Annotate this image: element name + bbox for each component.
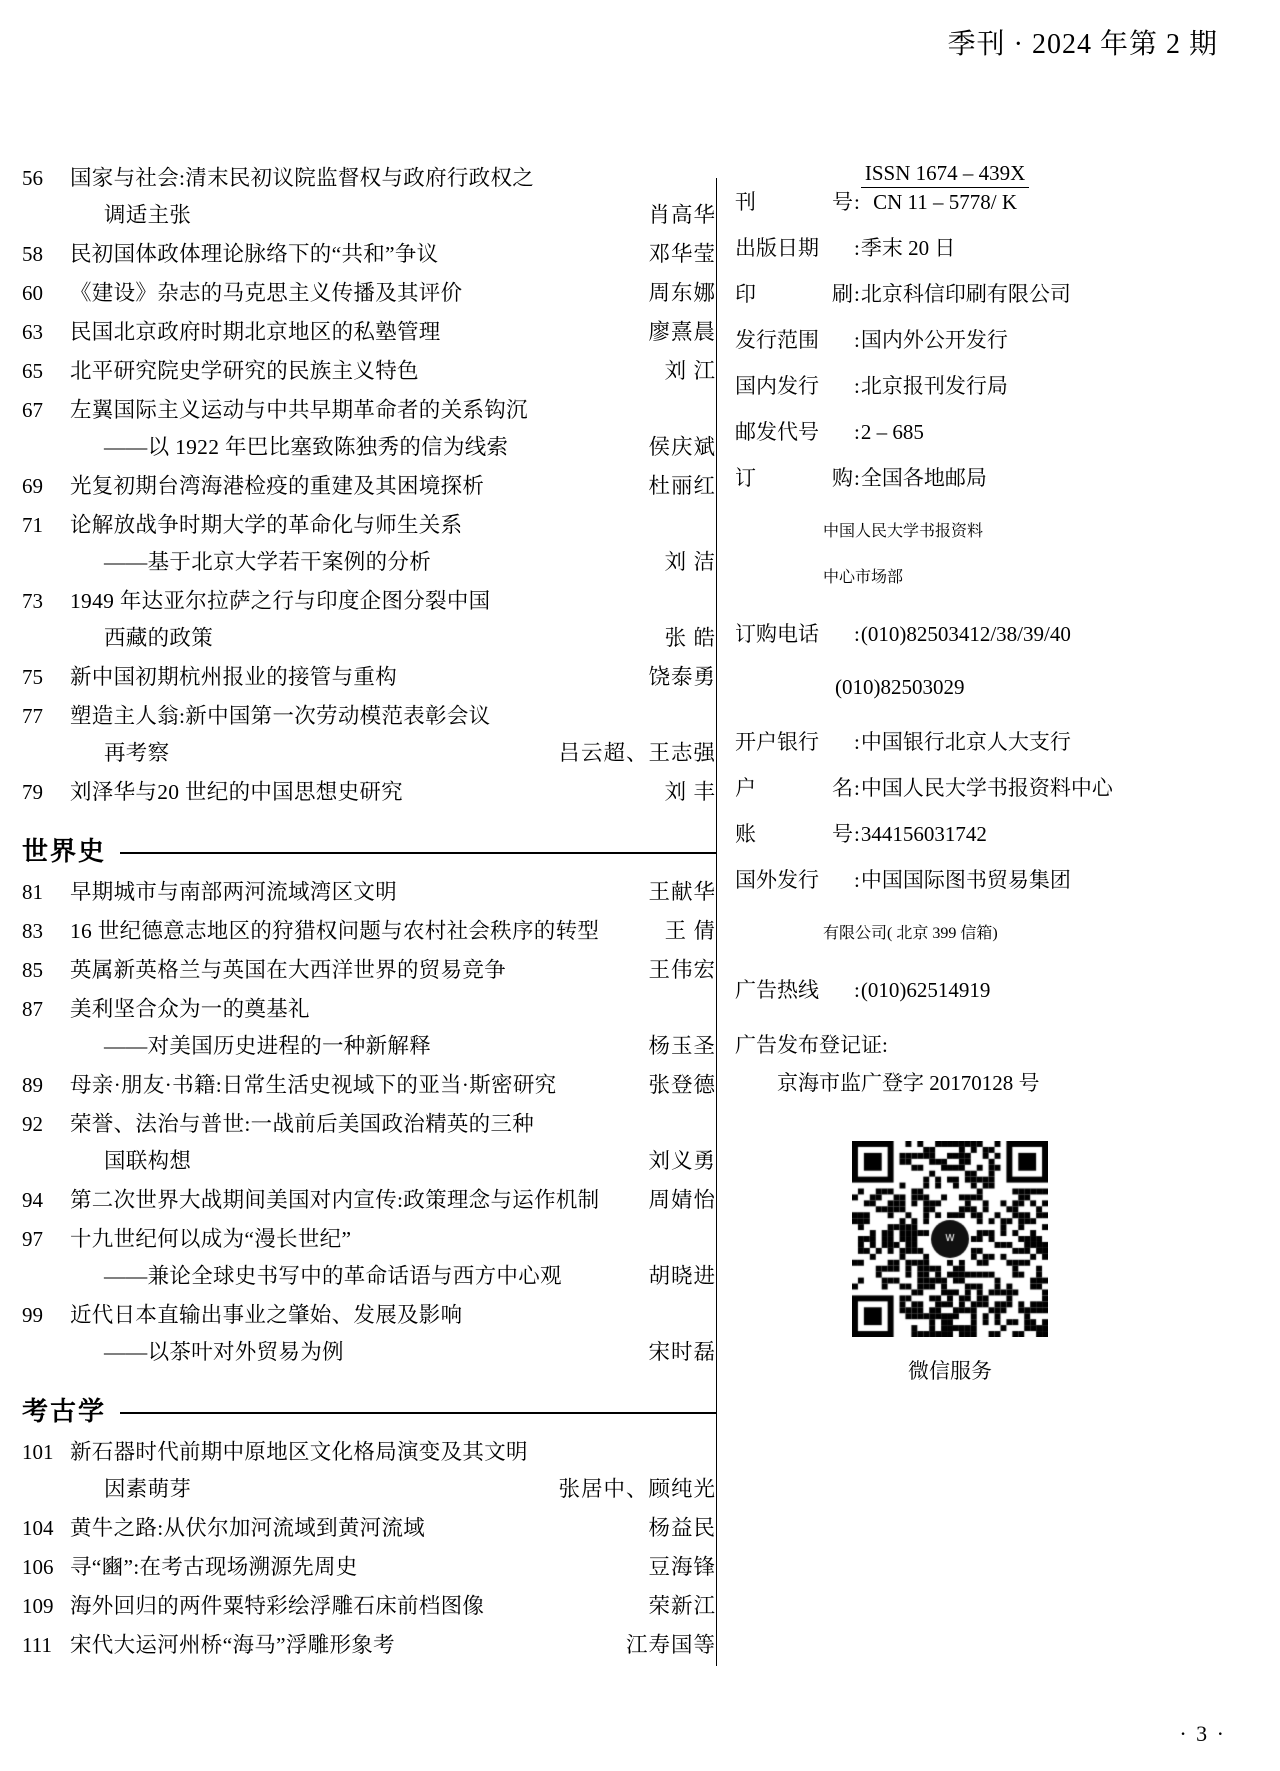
toc-page-number: 87 bbox=[22, 997, 43, 1021]
toc-title-line: 塑造主人翁:新中国第一次劳动模范表彰会议 bbox=[70, 704, 491, 728]
toc-title-subline: ——以 1922 年巴比塞致陈独秀的信为线索 bbox=[104, 435, 509, 459]
toc-title bbox=[70, 353, 419, 390]
toc-author: 廖熹晨 bbox=[648, 320, 716, 344]
toc-author: 吕云超、王志强 bbox=[558, 741, 716, 765]
toc-page-number: 101 bbox=[22, 1440, 54, 1464]
toc-title-line: 早期城市与南部两河流域湾区文明 bbox=[70, 880, 398, 904]
toc-entry[interactable] bbox=[22, 952, 716, 989]
info-colon: : bbox=[854, 466, 860, 491]
ad-license-value: 京海市监广登字 20170128 号 bbox=[777, 1071, 1040, 1096]
info-row-distribution-scope bbox=[735, 325, 1257, 355]
toc-entry[interactable] bbox=[22, 991, 716, 1065]
toc-title-line: 黄牛之路:从伏尔加河流域到黄河流域 bbox=[70, 1516, 426, 1540]
info-label-bank: 开户银行 bbox=[735, 730, 819, 755]
info-row-order-phone bbox=[735, 619, 1257, 649]
toc-author: 侯庆斌 bbox=[648, 435, 716, 459]
toc-page-number: 81 bbox=[22, 880, 43, 904]
info-colon: : bbox=[854, 236, 860, 261]
toc-page-number: 94 bbox=[22, 1188, 43, 1212]
toc-page-number: 60 bbox=[22, 281, 43, 305]
toc-column bbox=[0, 160, 716, 1666]
toc-author: 杨益民 bbox=[648, 1516, 716, 1540]
info-value-order-phone: (010)82503412/38/39/40 bbox=[860, 622, 1071, 647]
toc-title bbox=[70, 468, 484, 505]
info-value-order: 全国各地邮局 bbox=[860, 466, 987, 491]
journal-info-column bbox=[717, 160, 1257, 1385]
toc-author: 王伟宏 bbox=[648, 958, 716, 982]
toc-entry[interactable] bbox=[22, 507, 716, 581]
toc-title-subline: 再考察 bbox=[104, 741, 170, 765]
info-label-text: 刊 bbox=[735, 190, 756, 215]
toc-title-subline: 因素萌芽 bbox=[104, 1477, 192, 1501]
wechat-qr-block bbox=[735, 1141, 1165, 1385]
info-value-publish-date: 季末 20 日 bbox=[860, 236, 956, 261]
toc-title-line: 寻“豳”:在考古现场溯源先周史 bbox=[70, 1555, 358, 1579]
toc-entry[interactable] bbox=[22, 698, 716, 772]
info-value-bank: 中国银行北京人大支行 bbox=[860, 730, 1071, 755]
toc-page-number: 63 bbox=[22, 320, 43, 344]
info-value-account-number: 344156031742 bbox=[860, 822, 987, 847]
toc-entry[interactable] bbox=[22, 1297, 716, 1371]
info-row-overseas-distribution bbox=[735, 865, 1257, 895]
info-label-distribution-scope: 发行范围 bbox=[735, 328, 819, 353]
toc-title-line: 近代日本直输出事业之肇始、发展及影响 bbox=[70, 1303, 463, 1327]
section-heading-archaeology bbox=[22, 1391, 716, 1428]
overseas-line-2: 有限公司( 北京 399 信箱) bbox=[823, 925, 998, 943]
toc-title-subline: 西藏的政策 bbox=[104, 626, 214, 650]
toc-title-line: 新中国初期杭州报业的接管与重构 bbox=[70, 665, 398, 689]
info-label-ad-hotline: 广告热线 bbox=[735, 978, 819, 1003]
section-rule bbox=[120, 852, 716, 854]
toc-title-line: 《建设》杂志的马克思主义传播及其评价 bbox=[70, 281, 463, 305]
toc-entry[interactable] bbox=[22, 1549, 716, 1586]
order-phone-line-2: (010)82503029 bbox=[835, 675, 965, 700]
toc-entry[interactable] bbox=[22, 353, 716, 390]
toc-title bbox=[70, 774, 403, 811]
toc-author: 周婧怡 bbox=[648, 1188, 716, 1212]
toc-title bbox=[70, 874, 397, 911]
toc-page-number: 65 bbox=[22, 359, 43, 383]
toc-entry[interactable] bbox=[22, 583, 716, 657]
toc-entry[interactable] bbox=[22, 1434, 716, 1508]
issue-header: 季刊 · 2024 年第 2 期 bbox=[947, 29, 1218, 60]
info-colon: : bbox=[854, 328, 860, 353]
toc-author: 杨玉圣 bbox=[648, 1034, 716, 1058]
info-label-domestic-distribution: 国内发行 bbox=[735, 374, 819, 399]
toc-title-line: 英属新英格兰与英国在大西洋世界的贸易竞争 bbox=[70, 958, 507, 982]
toc-title-line: 北平研究院史学研究的民族主义特色 bbox=[70, 359, 419, 383]
toc-author: 刘 江 bbox=[664, 359, 716, 383]
info-colon: : bbox=[854, 374, 860, 399]
toc-page-number: 69 bbox=[22, 474, 43, 498]
toc-group-world bbox=[22, 874, 716, 1371]
toc-title-line: 论解放战争时期大学的革命化与师生关系 bbox=[70, 513, 463, 537]
info-label-issn bbox=[735, 187, 853, 217]
info-value-account-name: 中国人民大学书报资料中心 bbox=[860, 776, 1113, 801]
toc-title bbox=[70, 1549, 358, 1586]
toc-title bbox=[70, 1588, 484, 1625]
info-label-order bbox=[735, 463, 853, 493]
issn-number: ISSN 1674 – 439X bbox=[861, 160, 1029, 188]
toc-title-line: 刘泽华与20 世纪的中国思想史研究 bbox=[70, 780, 403, 804]
toc-page-number: 77 bbox=[22, 704, 43, 728]
toc-title bbox=[70, 275, 462, 312]
toc-page-number: 83 bbox=[22, 919, 43, 943]
toc-entry[interactable] bbox=[22, 468, 716, 505]
toc-title bbox=[70, 1510, 425, 1547]
toc-title-line: 16 世纪德意志地区的狩猎权问题与农村社会秩序的转型 bbox=[70, 919, 600, 943]
toc-entry[interactable] bbox=[22, 1588, 716, 1625]
info-colon: : bbox=[854, 420, 860, 445]
toc-author: 刘 丰 bbox=[664, 780, 716, 804]
toc-author: 胡晓进 bbox=[648, 1264, 716, 1288]
info-row-postal-code bbox=[735, 417, 1257, 447]
toc-entry[interactable] bbox=[22, 1221, 716, 1295]
toc-title bbox=[70, 1067, 556, 1104]
toc-title bbox=[70, 1297, 462, 1371]
toc-page-number: 79 bbox=[22, 780, 43, 804]
toc-title bbox=[70, 659, 397, 696]
toc-page-number: 104 bbox=[22, 1516, 54, 1540]
info-label-text: 订 bbox=[735, 466, 756, 491]
toc-title-line: 1949 年达亚尔拉萨之行与印度企图分裂中国 bbox=[70, 589, 491, 613]
toc-title-line: 第二次世界大战期间美国对内宣传:政策理念与运作机制 bbox=[70, 1188, 600, 1212]
toc-entry[interactable] bbox=[22, 1106, 716, 1180]
info-label-text: 户 bbox=[735, 776, 756, 801]
info-label-text: 名 bbox=[832, 776, 853, 801]
page-number: · 3 · bbox=[1179, 1721, 1226, 1746]
toc-group-archaeology bbox=[22, 1434, 716, 1664]
cn-number: CN 11 – 5778/ K bbox=[873, 190, 1018, 215]
info-colon: : bbox=[854, 868, 860, 893]
info-label-printing bbox=[735, 279, 853, 309]
toc-page-number: 89 bbox=[22, 1073, 43, 1097]
issn-fraction bbox=[861, 160, 1029, 216]
toc-entry[interactable] bbox=[22, 1627, 716, 1664]
toc-entry[interactable] bbox=[22, 913, 716, 950]
info-colon: : bbox=[854, 622, 860, 647]
toc-author: 刘义勇 bbox=[648, 1149, 716, 1173]
info-row-account-number bbox=[735, 819, 1257, 849]
info-colon: : bbox=[854, 978, 860, 1003]
toc-title-subline: ——以茶叶对外贸易为例 bbox=[104, 1340, 344, 1364]
qr-code-image bbox=[852, 1141, 1048, 1337]
toc-page-number: 71 bbox=[22, 513, 43, 537]
toc-title-line: 民初国体政体理论脉络下的“共和”争议 bbox=[70, 242, 439, 266]
info-value-domestic-distribution: 北京报刊发行局 bbox=[860, 374, 1008, 399]
toc-entry[interactable] bbox=[22, 392, 716, 466]
toc-title bbox=[70, 583, 490, 657]
toc-author: 饶泰勇 bbox=[648, 665, 716, 689]
toc-entry[interactable] bbox=[22, 659, 716, 696]
toc-author: 周东娜 bbox=[648, 281, 716, 305]
toc-title-subline: 调适主张 bbox=[104, 203, 192, 227]
toc-author: 王 倩 bbox=[664, 919, 716, 943]
info-row-issn bbox=[735, 160, 1257, 217]
toc-page-number: 106 bbox=[22, 1555, 54, 1579]
info-label-account-name bbox=[735, 773, 853, 803]
toc-title bbox=[70, 160, 534, 234]
toc-title-subline: ——基于北京大学若干案例的分析 bbox=[104, 550, 432, 574]
section-label: 世界史 bbox=[22, 837, 107, 867]
info-colon: : bbox=[854, 822, 860, 847]
toc-entry[interactable] bbox=[22, 1067, 716, 1104]
toc-page-number: 73 bbox=[22, 589, 43, 613]
toc-title bbox=[70, 913, 599, 950]
info-value-printing: 北京科信印刷有限公司 bbox=[860, 282, 1071, 307]
toc-author: 肖高华 bbox=[648, 203, 716, 227]
section-label: 考古学 bbox=[22, 1397, 107, 1427]
info-label-text: 账 bbox=[735, 822, 756, 847]
toc-title bbox=[70, 1221, 562, 1295]
info-label-account-number bbox=[735, 819, 853, 849]
toc-title-line: 左翼国际主义运动与中共早期革命者的关系钩沉 bbox=[70, 398, 528, 422]
info-row-printing bbox=[735, 279, 1257, 309]
toc-title bbox=[70, 236, 439, 273]
toc-author: 刘 洁 bbox=[664, 550, 716, 574]
info-colon: : bbox=[854, 730, 860, 755]
toc-page-number: 67 bbox=[22, 398, 43, 422]
toc-entry[interactable] bbox=[22, 774, 716, 811]
toc-entry[interactable] bbox=[22, 236, 716, 273]
toc-title bbox=[70, 1106, 534, 1180]
section-rule bbox=[120, 1412, 716, 1414]
toc-title-line: 海外回归的两件粟特彩绘浮雕石床前档图像 bbox=[70, 1594, 485, 1618]
toc-title bbox=[70, 392, 528, 466]
info-value-distribution-scope: 国内外公开发行 bbox=[860, 328, 1008, 353]
order-line-3: 中心市场部 bbox=[823, 569, 904, 587]
toc-title-line: 美利坚合众为一的奠基礼 bbox=[70, 997, 310, 1021]
toc-title bbox=[70, 1182, 599, 1219]
info-label-overseas-distribution: 国外发行 bbox=[735, 868, 819, 893]
toc-page-number: 85 bbox=[22, 958, 43, 982]
toc-title bbox=[70, 952, 506, 989]
toc-page-number: 109 bbox=[22, 1594, 54, 1618]
toc-entry[interactable] bbox=[22, 314, 716, 351]
info-label-text: 印 bbox=[735, 282, 756, 307]
toc-title-line: 宋代大运河州桥“海马”浮雕形象考 bbox=[70, 1633, 395, 1657]
toc-entry[interactable] bbox=[22, 160, 716, 234]
toc-title-line: 光复初期台湾海港检疫的重建及其困境探析 bbox=[70, 474, 485, 498]
toc-page-number: 99 bbox=[22, 1303, 43, 1327]
section-heading-world-history bbox=[22, 831, 716, 868]
toc-author: 张登德 bbox=[648, 1073, 716, 1097]
toc-title-line: 母亲·朋友·书籍:日常生活史视域下的亚当·斯密研究 bbox=[70, 1073, 557, 1097]
toc-author: 杜丽红 bbox=[648, 474, 716, 498]
info-colon: : bbox=[854, 282, 860, 307]
toc-author: 江寿国等 bbox=[625, 1633, 716, 1657]
toc-title-line: 新石器时代前期中原地区文化格局演变及其文明 bbox=[70, 1440, 528, 1464]
two-column-layout bbox=[0, 160, 1280, 1666]
toc-author: 邓华莹 bbox=[648, 242, 716, 266]
toc-entry[interactable] bbox=[22, 1182, 716, 1219]
toc-title-line: 荣誉、法治与普世:一战前后美国政治精英的三种 bbox=[70, 1112, 535, 1136]
toc-group-top bbox=[22, 160, 716, 811]
info-value-ad-hotline: (010)62514919 bbox=[860, 978, 991, 1003]
info-label-text: 刷 bbox=[832, 282, 853, 307]
toc-page-number: 56 bbox=[22, 166, 43, 190]
toc-entry[interactable] bbox=[22, 874, 716, 911]
info-value-issn bbox=[861, 160, 1257, 217]
info-row-account-name bbox=[735, 773, 1257, 803]
toc-author: 豆海锋 bbox=[648, 1555, 716, 1579]
toc-author: 宋时磊 bbox=[648, 1340, 716, 1364]
page-content bbox=[0, 160, 1280, 1666]
toc-title bbox=[70, 507, 462, 581]
info-label-publish-date: 出版日期 bbox=[735, 236, 819, 261]
info-row-domestic-distribution bbox=[735, 371, 1257, 401]
toc-title-subline: ——兼论全球史书写中的革命话语与西方中心观 bbox=[104, 1264, 562, 1288]
info-colon: : bbox=[854, 190, 860, 215]
toc-title bbox=[70, 1434, 528, 1508]
info-row-order bbox=[735, 463, 1257, 493]
toc-entry[interactable] bbox=[22, 275, 716, 312]
toc-title-line: 民国北京政府时期北京地区的私塾管理 bbox=[70, 320, 441, 344]
toc-page-number: 111 bbox=[22, 1633, 52, 1657]
info-label-text: 购 bbox=[832, 466, 853, 491]
info-value-postal-code: 2 – 685 bbox=[860, 420, 924, 445]
toc-author: 王献华 bbox=[648, 880, 716, 904]
toc-author: 张 皓 bbox=[664, 626, 716, 650]
info-colon: : bbox=[854, 776, 860, 801]
toc-page-number: 97 bbox=[22, 1227, 43, 1251]
info-value-overseas-distribution: 中国国际图书贸易集团 bbox=[860, 868, 1071, 893]
toc-title-line: 国家与社会:清末民初议院监督权与政府行政权之 bbox=[70, 166, 535, 190]
toc-title bbox=[70, 991, 431, 1065]
info-row-ad-hotline bbox=[735, 975, 1257, 1005]
order-line-2: 中国人民大学书报资料 bbox=[823, 523, 984, 541]
qr-caption: 微信服务 bbox=[908, 1359, 992, 1384]
info-row-publish-date bbox=[735, 233, 1257, 263]
toc-title-subline: ——对美国历史进程的一种新解释 bbox=[104, 1034, 432, 1058]
info-label-postal-code: 邮发代号 bbox=[735, 420, 819, 445]
toc-page-number: 58 bbox=[22, 242, 43, 266]
info-label-text: 号 bbox=[832, 822, 853, 847]
info-row-bank bbox=[735, 727, 1257, 757]
toc-title bbox=[70, 1627, 395, 1664]
info-label-text: 号 bbox=[832, 190, 853, 215]
toc-page-number: 92 bbox=[22, 1112, 43, 1136]
toc-title-subline: 国联构想 bbox=[104, 1149, 192, 1173]
toc-author: 荣新江 bbox=[648, 1594, 716, 1618]
toc-title bbox=[70, 698, 490, 772]
info-label-order-phone: 订购电话 bbox=[735, 622, 819, 647]
ad-license-title: 广告发布登记证: bbox=[735, 1033, 888, 1058]
toc-title-line: 十九世纪何以成为“漫长世纪” bbox=[70, 1227, 352, 1251]
toc-entry[interactable] bbox=[22, 1510, 716, 1547]
toc-page-number: 75 bbox=[22, 665, 43, 689]
toc-author: 张居中、顾纯光 bbox=[558, 1477, 716, 1501]
toc-title bbox=[70, 314, 441, 351]
